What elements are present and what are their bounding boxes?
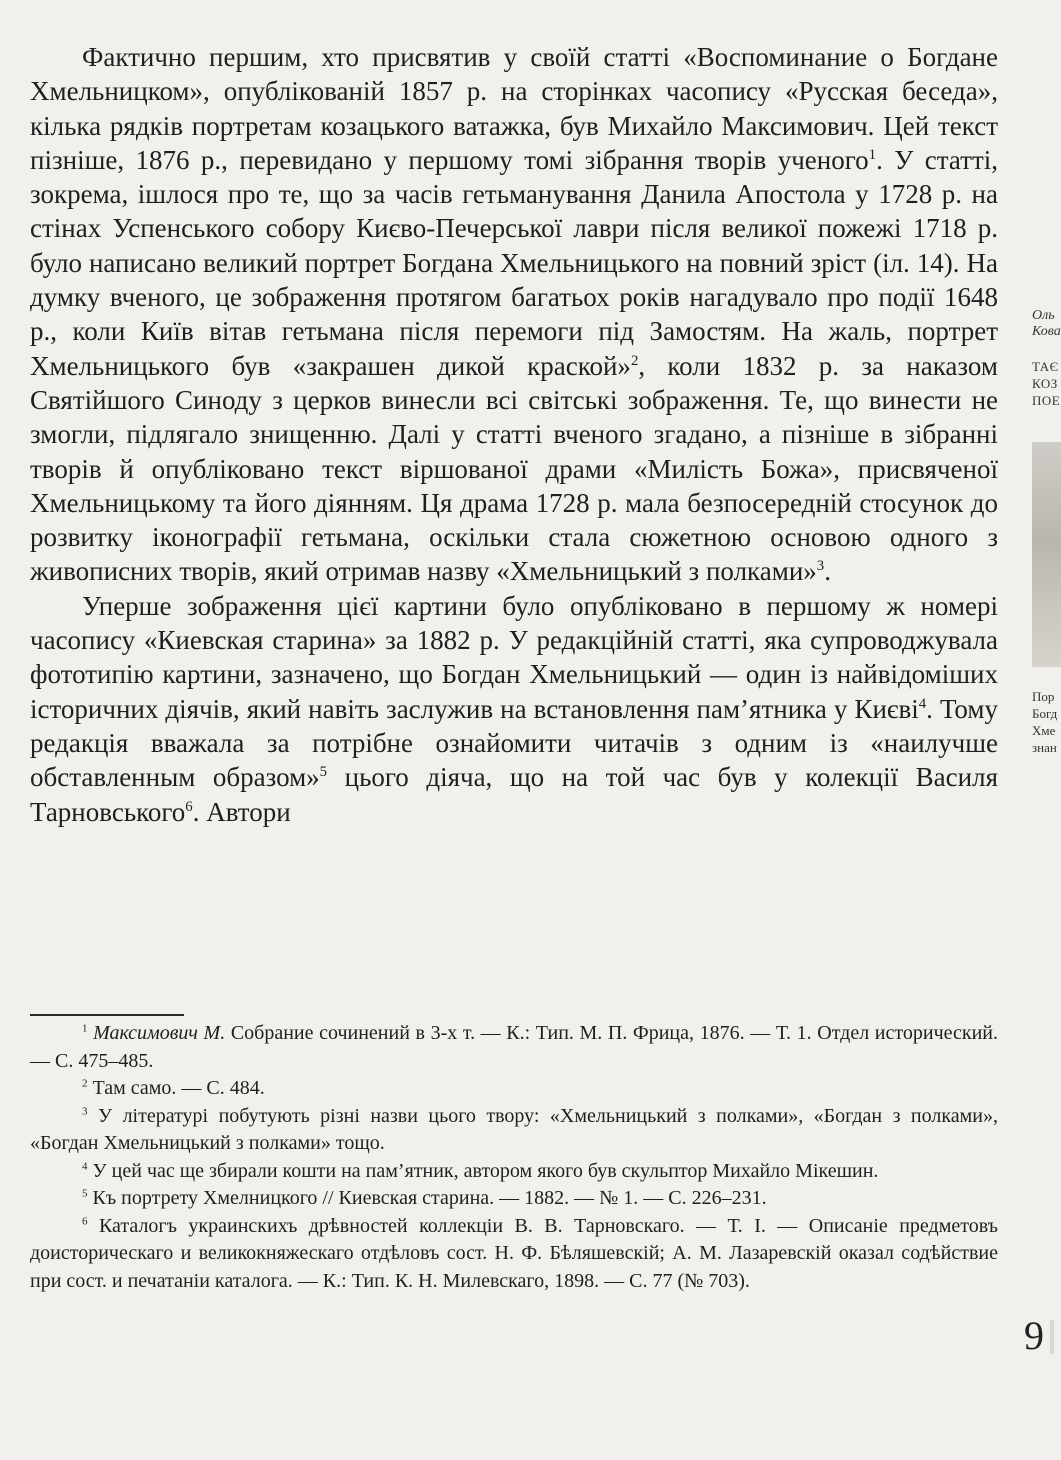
paragraph-1-text-a: Фактично першим, хто присвятив у своїй статті «Воспоминание о Богдане Хмельницком», опублікованій 1857 р. на сторінках часопису «Русская беседа», кілька рядків портретам козацького ватажка, був Михайло Максимович. Цей текст пізніше, 1876 р., перевидано у першому томі зібрання творів ученого [30,42,998,175]
footnote-number: 4 [82,1159,88,1172]
footnote-ref-6: 6 [185,798,193,815]
paragraph-2 [30,589,998,829]
footnote-separator [30,1014,184,1016]
footnote-ref-1: 1 [868,146,877,163]
margin-author-line: Кова [1032,324,1061,339]
main-text [30,40,998,829]
footnote-ref-4: 4 [918,695,927,712]
footnote-text: У цей час ще збирали кошти на пам’ятник, автором якого був скульптор Михайло Мікешин. [92,1159,879,1182]
margin-title-line: ПОЕ [1032,393,1061,408]
footnote-ref-5: 5 [319,764,328,781]
footnote-author: Максимович М. [93,1022,226,1044]
footnotes [30,1020,998,1295]
margin-title [1032,358,1060,409]
footnote-text: Там само. — С. 484. [92,1077,265,1099]
footnote-number: 1 [82,1022,88,1035]
margin-caption-line: Богд [1032,706,1058,721]
paragraph-1-text-d: . [824,556,831,587]
margin-author [1032,308,1061,340]
footnote-ref-3: 3 [816,558,825,575]
paragraph-1 [30,40,998,589]
footnote-number: 6 [82,1214,88,1227]
paragraph-2-text-b: . Тому редакція вважала за потрібне ознайомити читачів з одним із «наилучше обставленным образом» [30,693,998,793]
page-number: 9 [1024,1313,1044,1358]
page-edge-mark [1050,1320,1054,1354]
margin-illustration [1032,442,1061,667]
paragraph-2-text-d: . Автори [192,796,291,827]
margin-caption-line: Хме [1032,723,1056,738]
paragraph-2-text-c: цього діяча, що на той час був у колекції Василя Тарновського [30,762,998,827]
footnote-4 [30,1158,998,1186]
footnote-ref-2: 2 [630,352,639,369]
footnote-1 [30,1020,998,1075]
paragraph-1-text-c: , коли 1832 р. за наказом Святійшого Синоду з церков винесли всі світські зображення. Те, що винести не змогли, підлягало знищенню. Далі у статті вченого згадано, а пізніше в зібранні творів й опубліковано текст віршованої драми «Милість Божа», присвяченої Хмельницькому та його діянням. Ця драма 1728 р. мала безпосередній стосунок до розвитку іконографії гетьмана, оскільки стала сюжетною основою одного з живописних творів, який отримав назву «Хмельницький з полками» [30,350,998,587]
footnote-number: 2 [82,1077,88,1090]
footnote-text: У літературі побутують різні назви цього твору: «Хмельницький з полками», «Богдан з полками», «Богдан Хмельницький з полками» тощо. [30,1104,998,1154]
footnote-6 [30,1213,998,1296]
footnote-text: Къ портрету Хмелницкого // Киевская старина. — 1882. — № 1. — С. 226–231. [92,1187,767,1209]
footnote-3 [30,1103,998,1158]
margin-title-line: ТАЄ [1032,359,1059,374]
footnote-2 [30,1075,998,1103]
margin-author-line: Оль [1032,308,1055,323]
margin-caption [1032,688,1057,756]
margin-title-line: КОЗ [1032,376,1058,391]
margin-caption-line: Пор [1032,689,1055,704]
paragraph-2-text-a: Уперше зображення цієї картини було опубліковано в першому ж номері часопису «Киевская старина» за 1882 р. У редакційній статті, яка супроводжувала фототипію картини, зазначено, що Богдан Хмельницький — один із найвідоміших історичних діячів, який навіть заслужив на встановлення пам’ятника у Києві [30,590,998,724]
paragraph-1-text-b: . У статті, зокрема, ішлося про те, що за часів гетьманування Данила Апостола у 1728 р. на стінах Успенського собору Києво-Печерської лаври після великої пожежі 1718 р. було написано великий портрет Богдана Хмельницького на повний зріст (іл. 14). На думку вченого, це зображення протягом багатьох років нагадувало про події 1648 р., коли Київ вітав гетьмана після перемоги під Замостям. На жаль, портрет Хмельницького був «закрашен дикой краской» [30,144,999,381]
footnote-text: Собрание сочинений в 3-х т. — К.: Тип. М. П. Фрица, 1876. — Т. 1. Отдел исторический. — С. 475–485. [30,1022,998,1072]
footnote-number: 5 [82,1187,88,1200]
adjacent-page-edge [1022,0,1061,1460]
footnote-number: 3 [82,1104,88,1117]
footnote-text: Каталогъ украинскихъ дрѣвностей коллекціи В. В. Тарновскаго. — Т. І. — Описаніе предметовъ доисторическаго и великокняжескаго отдѣловъ сост. Н. Ф. Бѣляшевскій; А. М. Лазаревскій оказал содѣйствие при сост. и печатаніи каталога. — К.: Тип. К. Н. Милевскаго, 1898. — С. 77 (№ 703). [30,1214,998,1292]
margin-caption-line: знан [1032,740,1057,755]
footnote-5 [30,1185,998,1213]
